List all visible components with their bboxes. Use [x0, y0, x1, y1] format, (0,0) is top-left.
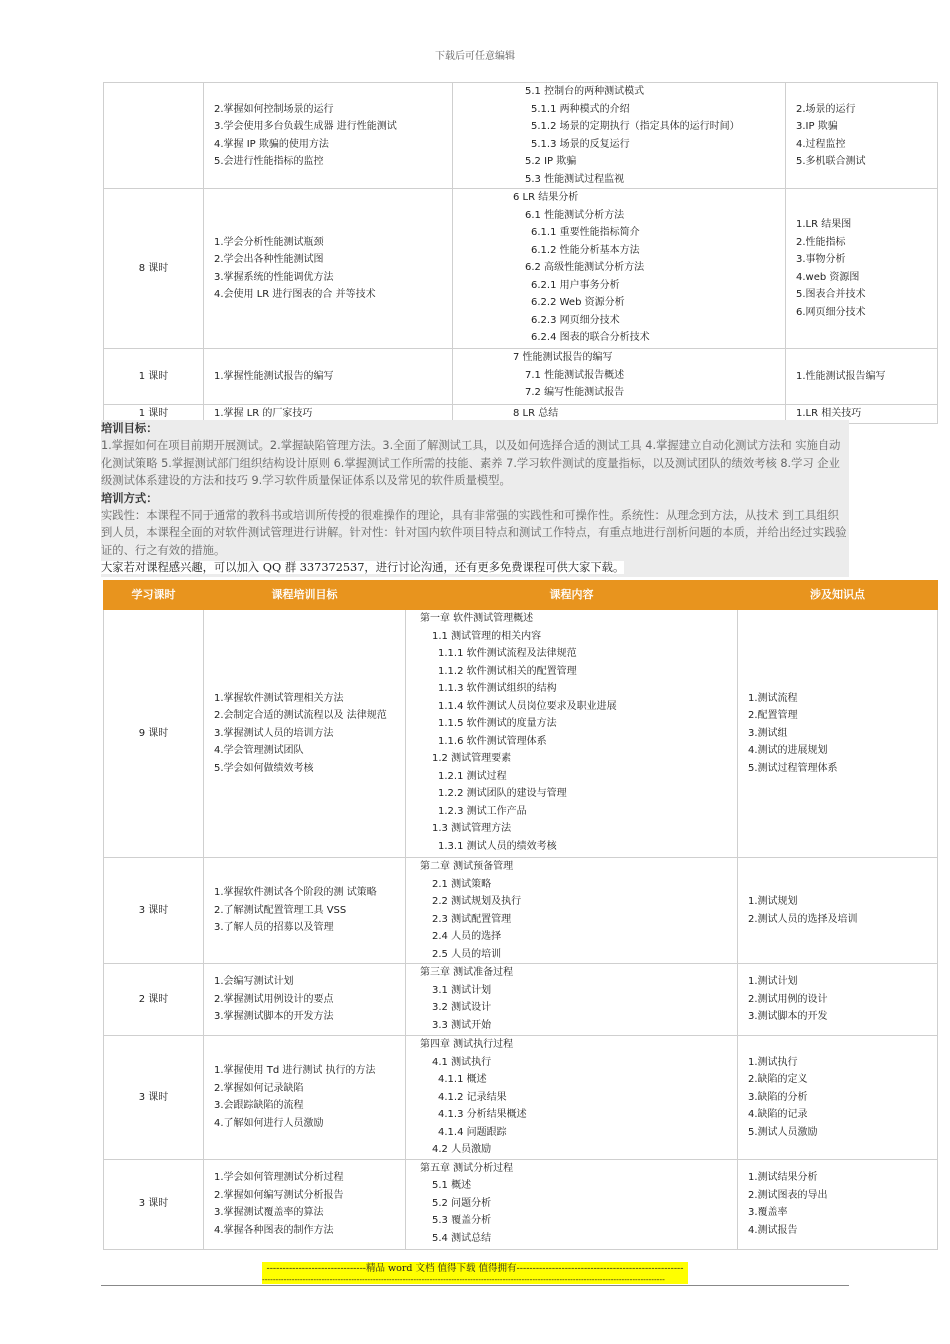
- content-item: 6.2.3 网页细分技术: [531, 314, 620, 326]
- goal-item: 1.学会分析性能测试瓶颈: [214, 236, 324, 248]
- content-item: 2.2 测试规划及执行: [432, 896, 522, 907]
- point-item: 1.测试结果分析: [748, 1172, 818, 1183]
- goal-item: 5.会进行性能指标的监控: [214, 156, 324, 167]
- cell-goals: [204, 858, 406, 964]
- content-item: 6 LR 结果分析: [513, 192, 579, 203]
- cell-goals: [204, 964, 406, 1036]
- point-item: 3.测试组: [748, 727, 788, 739]
- content-item: 第二章 测试预备管理: [420, 861, 514, 872]
- content-item: 1.2.2 测试团队的建设与管理: [438, 788, 567, 799]
- cell-goals: [204, 610, 406, 858]
- content-item: 6.2.1 用户事务分析: [531, 279, 620, 291]
- content-item: 7.2 编写性能测试报告: [525, 387, 625, 398]
- goal-item: 1.会编写测试计划: [214, 976, 294, 988]
- content-item: 5.2 IP 欺骗: [525, 156, 577, 167]
- goal-item: 2.学会出各种性能测试图: [214, 254, 324, 265]
- content-item: 1.1.2 软件测试相关的配置管理: [438, 665, 577, 677]
- content-item: 6.1 性能测试分析方法: [525, 209, 625, 221]
- point-item: 2.测试人员的选择及培训: [748, 913, 858, 925]
- content-item: 6.2.2 Web 资源分析: [531, 297, 625, 308]
- point-item: 4.过程监控: [796, 138, 846, 150]
- table-row: [104, 1159, 938, 1249]
- goal-item: 4.掌握各种图表的制作方法: [214, 1224, 334, 1236]
- content-item: 2.3 测试配置管理: [432, 913, 512, 925]
- content-item: 4.1.3 分析结果概述: [438, 1109, 527, 1120]
- content-item: 第一章 软件测试管理概述: [420, 613, 534, 624]
- content-item: 1.1.4 软件测试人员岗位要求及职业进展: [438, 700, 617, 712]
- table-row: [104, 1036, 938, 1160]
- content-item: 5.1.3 场景的反复运行: [531, 138, 630, 150]
- table-row: [104, 189, 938, 349]
- content-item: 4.1.2 记录结果: [438, 1091, 507, 1103]
- cell-content: [406, 964, 738, 1036]
- course-table: [103, 580, 938, 1250]
- cell-goals: [204, 1036, 406, 1160]
- goal-item: 1.掌握性能测试报告的编写: [214, 370, 334, 382]
- cell-goals: [204, 83, 453, 189]
- point-item: 2.缺陷的定义: [748, 1074, 808, 1085]
- point-item: 3.事物分析: [796, 254, 846, 265]
- cell-points: [738, 610, 938, 858]
- table-row: [104, 83, 938, 189]
- cell-content: [453, 83, 786, 189]
- content-item: 1.3.1 测试人员的绩效考核: [438, 840, 557, 852]
- point-item: 4.测试报告: [748, 1224, 798, 1236]
- content-item: 3.1 测试计划: [432, 984, 492, 996]
- point-item: 1.性能测试报告编写: [796, 370, 886, 382]
- table-row: [104, 610, 938, 858]
- content-item: 5.4 测试总结: [432, 1232, 492, 1244]
- cell-hours: 9 课时: [104, 610, 204, 858]
- cell-content: [453, 349, 786, 405]
- content-item: 2.4 人员的选择: [432, 931, 502, 942]
- goal-title: 培训目标：: [101, 422, 158, 435]
- goal-item: 4.学会管理测试团队: [214, 745, 304, 757]
- table-row: [104, 349, 938, 405]
- cell-points: [738, 858, 938, 964]
- point-item: 3.IP 欺骗: [796, 121, 838, 132]
- goal-item: 3.了解人员的招募以及管理: [214, 922, 334, 934]
- point-item: 4.web 资源图: [796, 271, 860, 283]
- goal-item: 3.掌握测试覆盖率的算法: [214, 1207, 324, 1218]
- point-item: 5.多机联合测试: [796, 156, 866, 167]
- point-item: 6.网页细分技术: [796, 306, 866, 318]
- content-item: 1.2 测试管理要素: [432, 753, 512, 764]
- goal-item: 1.掌握软件测试管理相关方法: [214, 692, 344, 704]
- content-item: 1.2.1 测试过程: [438, 770, 507, 782]
- content-item: 5.1 概述: [432, 1180, 472, 1191]
- header-hours: 学习课时: [104, 581, 204, 610]
- cell-points: [738, 1036, 938, 1160]
- cell-points: [786, 189, 938, 349]
- goal-item: 1.掌握 LR 的厂家技巧: [214, 408, 313, 419]
- goal-item: 1.掌握软件测试各个阶段的测 试策略: [214, 887, 377, 899]
- point-item: 5.测试过程管理体系: [748, 762, 838, 774]
- cell-content: [406, 858, 738, 964]
- content-item: 6.2.4 图表的联合分析技术: [531, 332, 650, 343]
- cell-hours: 2 课时: [104, 964, 204, 1036]
- point-item: 1.测试流程: [748, 692, 798, 704]
- content-item: 2.1 测试策略: [432, 878, 492, 890]
- goal-item: 2.会制定合适的测试流程以及 法律规范: [214, 710, 387, 722]
- content-item: 5.1.1 两种模式的介绍: [531, 103, 630, 115]
- content-item: 4.1.4 问题跟踪: [438, 1126, 507, 1138]
- cell-hours: [104, 83, 204, 189]
- cell-points: [738, 964, 938, 1036]
- goal-item: 2.掌握如何记录缺陷: [214, 1082, 304, 1094]
- content-item: 5.1 控制台的两种测试模式: [525, 86, 645, 97]
- cell-points: [738, 1159, 938, 1249]
- point-item: 3.覆盖率: [748, 1207, 788, 1218]
- content-item: 7 性能测试报告的编写: [513, 352, 613, 363]
- goal-item: 3.掌握测试人员的培训方法: [214, 727, 334, 739]
- cell-hours: 1 课时: [104, 349, 204, 405]
- cell-content: [406, 1036, 738, 1160]
- cell-goals: [204, 349, 453, 405]
- content-item: 2.5 人员的培训: [432, 948, 502, 960]
- goal-item: 1.掌握使用 Td 进行测试 执行的方法: [214, 1065, 376, 1077]
- content-item: 4.1 测试执行: [432, 1056, 492, 1068]
- point-item: 1.LR 结果图: [796, 219, 852, 230]
- goal-item: 3.学会使用多台负载生成器 进行性能测试: [214, 121, 397, 132]
- goal-item: 2.掌握如何编写测试分析报告: [214, 1189, 344, 1201]
- table-header-row: [104, 581, 938, 610]
- footer-rule: [101, 1285, 849, 1286]
- point-item: 2.场景的运行: [796, 103, 856, 115]
- content-item: 4.2 人员激励: [432, 1144, 492, 1155]
- cell-goals: [204, 1159, 406, 1249]
- point-item: 3.测试脚本的开发: [748, 1011, 828, 1023]
- goal-item: 4.会使用 LR 进行图表的合 并等技术: [214, 289, 376, 300]
- goal-text: 1.掌握如何在项目前期开展测试。2.掌握缺陷管理方法。3.全面了解测试工具，以及如何选择合适的测试工具 4.掌握建立自动化测试方法和 实施自动化测试策略 5.掌握测试部门组织结构设计原则 6.掌握测试工作所需的技能、素养 7.学习软件测试的度量指标，以及测试团队的绩效考核 8.学习 企业级测试体系建设的方法和技巧 9.学习软件质量保证体系以及常见的软件质量模型。: [101, 439, 841, 488]
- point-item: 2.测试图表的导出: [748, 1189, 828, 1201]
- cell-content: [453, 189, 786, 349]
- content-item: 1.1.5 软件测试的度量方法: [438, 718, 557, 729]
- point-item: 1.LR 相关技巧: [796, 408, 862, 419]
- footer-dashes: -----------------------------------------------------------------------------------------------------------------------------------------------------: [262, 1275, 688, 1284]
- content-item: 第三章 测试准备过程: [420, 967, 514, 978]
- cell-points: [786, 83, 938, 189]
- goal-item: 2.了解测试配置管理工具 VSS: [214, 904, 347, 916]
- point-item: 1.测试执行: [748, 1056, 798, 1068]
- cell-content: [406, 1159, 738, 1249]
- table-row: [104, 964, 938, 1036]
- cell-goals: [204, 189, 453, 349]
- course-table-continued: [103, 82, 938, 424]
- content-item: 5.2 问题分析: [432, 1197, 492, 1209]
- content-item: 1.1 测试管理的相关内容: [432, 630, 542, 642]
- table-row: [104, 858, 938, 964]
- footer-banner: -------------------------------精品 word 文档 值得下载 值得拥有----------------------------------------------------: [262, 1262, 688, 1275]
- point-item: 2.配置管理: [748, 710, 798, 722]
- goal-item: 2.掌握如何控制场景的运行: [214, 103, 334, 115]
- goal-item: 4.掌握 IP 欺骗的使用方法: [214, 138, 329, 150]
- content-item: 6.1.1 重要性能指标简介: [531, 227, 640, 238]
- point-item: 4.测试的进展规划: [748, 745, 828, 757]
- header-content: 课程内容: [406, 581, 738, 610]
- page-header: 下载后可任意编辑: [435, 51, 515, 62]
- content-item: 第五章 测试分析过程: [420, 1162, 514, 1174]
- content-item: 5.1.2 场景的定期执行（指定具体的运行时间）: [531, 121, 740, 132]
- content-item: 5.3 覆盖分析: [432, 1215, 492, 1226]
- point-item: 4.缺陷的记录: [748, 1109, 808, 1120]
- point-item: 1.测试规划: [748, 896, 798, 907]
- content-item: 1.3 测试管理方法: [432, 823, 512, 834]
- cell-content: [406, 610, 738, 858]
- content-item: 3.3 测试开始: [432, 1019, 492, 1031]
- content-item: 1.1.3 软件测试组织的结构: [438, 683, 557, 694]
- content-item: 6.2 高级性能测试分析方法: [525, 262, 645, 273]
- content-item: 3.2 测试设计: [432, 1002, 492, 1013]
- point-item: 2.测试用例的设计: [748, 993, 828, 1005]
- cell-hours: 8 课时: [104, 189, 204, 349]
- goal-item: 5.学会如何做绩效考核: [214, 762, 314, 774]
- content-item: 第四章 测试执行过程: [420, 1039, 514, 1050]
- goal-item: 2.掌握测试用例设计的要点: [214, 993, 334, 1005]
- point-item: 3.缺陷的分析: [748, 1091, 808, 1103]
- content-item: 5.3 性能测试过程监视: [525, 173, 625, 185]
- content-item: 6.1.2 性能分析基本方法: [531, 244, 640, 256]
- content-item: 7.1 性能测试报告概述: [525, 369, 625, 381]
- qq-group-note: 大家若对课程感兴趣，可以加入 QQ 群 337372537，进行讨论沟通，还有更多免费课程可供大家下载。: [101, 561, 625, 575]
- header-points: 涉及知识点: [738, 581, 938, 610]
- cell-hours: 3 课时: [104, 858, 204, 964]
- cell-points: [786, 349, 938, 405]
- goal-item: 1.学会如何管理测试分析过程: [214, 1172, 344, 1183]
- point-item: 5.测试人员激励: [748, 1126, 818, 1138]
- cell-hours: 1 课时: [104, 405, 204, 424]
- cell-hours: 3 课时: [104, 1036, 204, 1160]
- training-info: [101, 420, 849, 577]
- point-item: 1.测试计划: [748, 976, 798, 988]
- goal-item: 3.掌握测试脚本的开发方法: [214, 1011, 334, 1023]
- content-item: 1.1.1 软件测试流程及法律规范: [438, 648, 577, 659]
- content-item: 4.1.1 概述: [438, 1074, 487, 1085]
- content-item: 1.1.6 软件测试管理体系: [438, 735, 547, 747]
- goal-item: 4.了解如何进行人员激励: [214, 1117, 324, 1129]
- content-item: 1.2.3 测试工作产品: [438, 805, 527, 817]
- point-item: 2.性能指标: [796, 236, 846, 248]
- content-item: 8 LR 总结: [513, 408, 559, 419]
- method-title: 培训方式：: [101, 491, 158, 505]
- point-item: 5.图表合并技术: [796, 289, 866, 300]
- cell-hours: 3 课时: [104, 1159, 204, 1249]
- method-text: 实践性：本课程不同于通常的教科书或培训所传授的很难操作的理论，具有非常强的实践性和可操作性。系统性：从理念到方法，从技术 到工具组织到人员，本课程全面的对软件测试管理进行讲解。针对性：针对国内软件项目特点和测试工作特点，有重点地进行剖析问题的本质，并给出经过实践验证的、行之有效的措施。: [101, 509, 847, 557]
- goal-item: 3.会跟踪缺陷的流程: [214, 1100, 304, 1112]
- header-goals: 课程培训目标: [204, 581, 406, 610]
- goal-item: 3.掌握系统的性能调优方法: [214, 271, 334, 283]
